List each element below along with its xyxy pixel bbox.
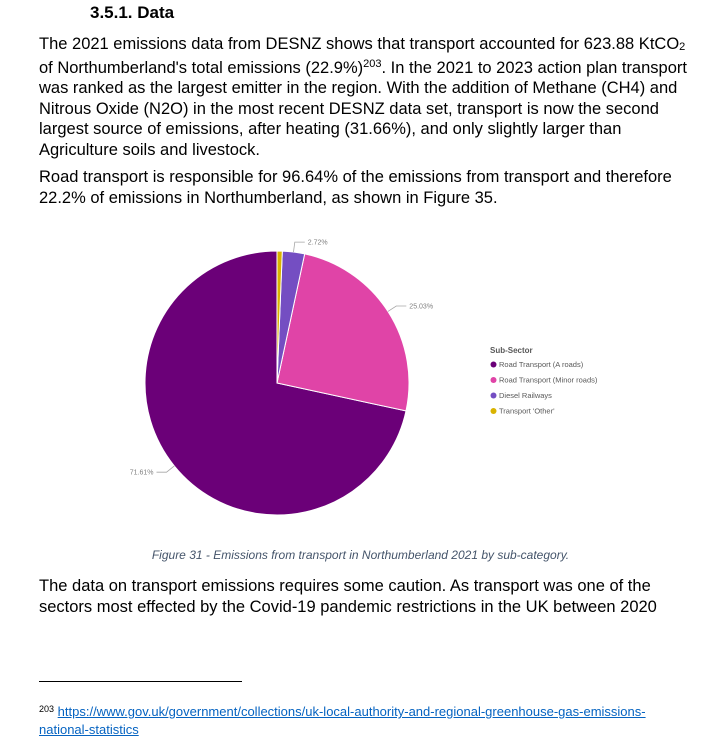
- section-heading: 3.5.1. Data: [90, 3, 175, 22]
- pie-slices: [145, 251, 409, 515]
- data-label-leader: [157, 466, 175, 472]
- legend-swatch-transport-other: [491, 408, 497, 414]
- paragraph-transport-emissions: [39, 34, 689, 160]
- legend-swatch-road-transport-a-roads: [491, 362, 497, 368]
- legend-item-road-transport-a-roads[interactable]: Road Transport (A roads): [499, 360, 584, 369]
- legend-swatch-diesel-railways: [491, 393, 497, 399]
- paragraph-road-transport: Road transport is responsible for 96.64% of the emissions from transport and therefore 22.2% of emissions in Northumberland, as shown in Figure 35.: [39, 168, 672, 207]
- data-label-road-transport-a-roads: 71.61%: [129, 469, 154, 477]
- legend-title: Sub-Sector: [490, 346, 533, 355]
- footnote-separator: [39, 681, 242, 682]
- data-label-road-transport-minor-roads: 25.03%: [409, 303, 434, 311]
- footnote-reference[interactable]: 203: [363, 57, 382, 70]
- data-label-diesel-railways: 2.72%: [307, 239, 328, 247]
- footnote-link[interactable]: https://www.gov.uk/government/collections/uk-local-authority-and-regional-greenhouse-gas-emissions-national-statistics: [39, 704, 646, 737]
- figure-caption: Figure 31 - Emissions from transport in Northumberland 2021 by sub-category.: [151, 548, 570, 562]
- p1-text-a: The 2021 emissions data from DESNZ shows that transport accounted for 623.88 KtCO: [39, 35, 680, 53]
- paragraph-caution: The data on transport emissions requires some caution. As transport was one of the sectors most effected by the Covid-19 pandemic restrictions in the UK between 2020: [39, 577, 657, 616]
- footnote: [39, 703, 679, 739]
- p1-text-c: . In the 2021 to 2023 action plan transport was ranked as the largest emitter in the region. With the addition of Methane (CH4) and Nitrous Oxide (N2O) in the most recent DESNZ data set, transport is now the second largest source of emissions, after heating (31.66%), and only slightly larger than Agriculture soils and livestock.: [39, 58, 687, 159]
- footnote-number: 203: [39, 704, 55, 714]
- data-label-leader: [388, 306, 406, 311]
- co2-subscript: 2: [679, 41, 686, 53]
- data-label-leader: [294, 242, 305, 252]
- legend-item-transport-other[interactable]: Transport 'Other': [499, 406, 555, 416]
- transport-emissions-pie-chart: [100, 222, 660, 532]
- legend-swatch-road-transport-minor-roads: [491, 377, 497, 383]
- chart-legend: [490, 346, 598, 416]
- p1-text-b: of Northumberland's total emissions (22.9%): [39, 58, 364, 77]
- legend-item-diesel-railways[interactable]: Diesel Railways: [499, 391, 552, 400]
- legend-item-road-transport-minor-roads[interactable]: Road Transport (Minor roads): [499, 375, 598, 385]
